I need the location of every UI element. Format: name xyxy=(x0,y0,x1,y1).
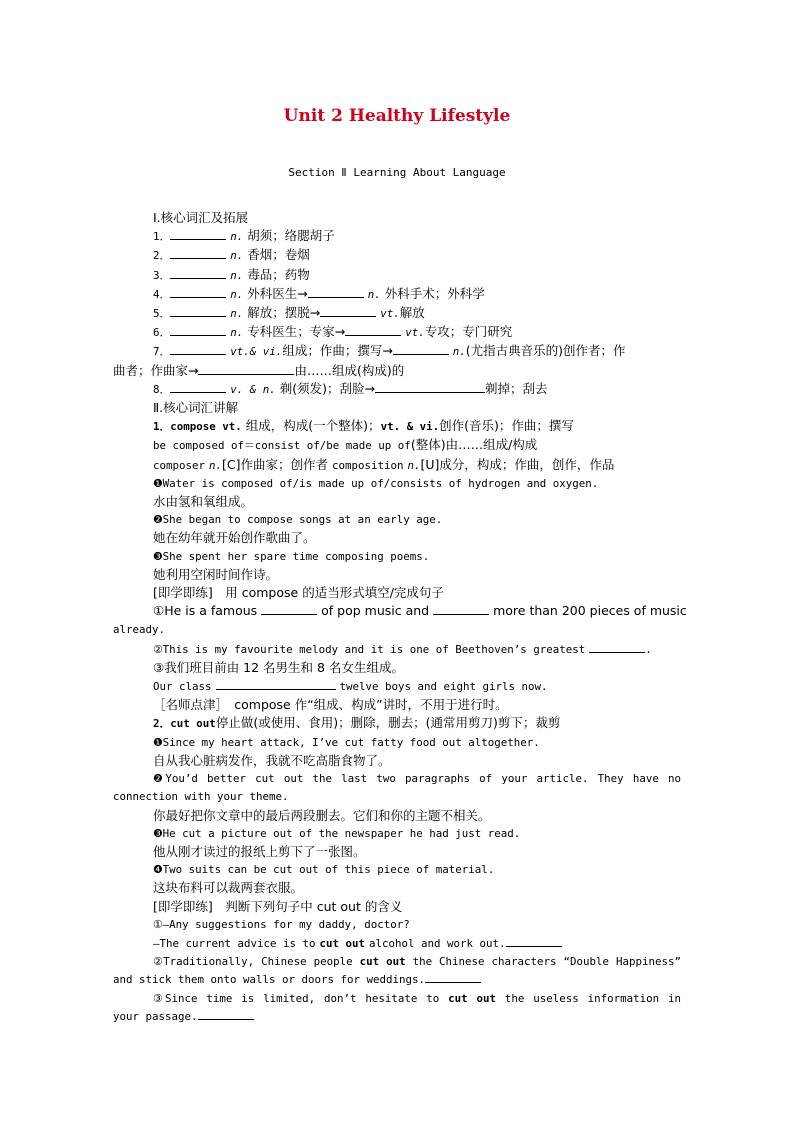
practice-1-question-3: ③我们班目前由 12 名男生和 8 名女生组成。 xyxy=(153,659,404,675)
answer-blank[interactable] xyxy=(170,247,226,259)
example-sentence: ❶Water is composed of/is made up of/consists of hydrogen and oxygen. xyxy=(153,476,599,490)
example-translation: 这块布料可以裁两套衣服。 xyxy=(153,880,304,896)
example-sentence: ❶Since my heart attack, I’ve cut fatty food out altogether. xyxy=(153,735,540,749)
point-1-heading: 1．compose vt. 组成，构成(一个整体)；vt. & vi.创作(音乐)；作曲；撰写 xyxy=(153,418,574,434)
practice-1-question-1: ①He is a famous of pop music and more than 200 pieces of music xyxy=(153,603,687,619)
answer-blank[interactable] xyxy=(198,363,294,375)
answer-blank[interactable] xyxy=(261,603,317,615)
answer-blank[interactable] xyxy=(198,1008,254,1020)
heading-core-vocab: Ⅰ.核心词汇及拓展 xyxy=(153,210,249,225)
answer-blank[interactable] xyxy=(170,228,226,240)
answer-blank[interactable] xyxy=(170,286,226,298)
answer-blank[interactable] xyxy=(433,603,489,615)
answer-blank[interactable] xyxy=(393,343,449,355)
answer-blank[interactable] xyxy=(170,324,226,336)
vocab-item-1: 1． n. 胡须；络腮胡子 xyxy=(153,228,335,244)
answer-blank[interactable] xyxy=(170,267,226,279)
vocab-item-7-continued: 曲者；作曲家→ 由……组成(构成)的 xyxy=(113,362,405,378)
answer-blank[interactable] xyxy=(345,324,401,336)
point-2-heading: 2．cut out停止做(或使用、食用)；删除，删去；(通常用剪刀)剪下；裁剪 xyxy=(153,715,561,731)
point-1-phrase: be composed of＝consist of/be made up of(整体)由……组成/构成 xyxy=(153,437,538,453)
practice-2-question-1-reply: —The current advice is to cut out alcohol and work out. xyxy=(113,934,681,953)
example-translation: 她利用空闲时间作诗。 xyxy=(153,566,279,582)
example-sentence: ❸He cut a picture out of the newspaper he had just read. xyxy=(153,826,521,840)
example-sentence: ❷You’d better cut out the last two paragraphs of your article. They have no connection with your theme. xyxy=(113,772,681,804)
answer-blank[interactable] xyxy=(308,286,364,298)
answer-blank[interactable] xyxy=(589,641,645,653)
teacher-tip: ［名师点津］ compose 作“组成、构成”讲时，不用于进行时。 xyxy=(153,697,508,713)
heading-vocab-explanation: Ⅱ.核心词汇讲解 xyxy=(153,400,239,416)
example-sentence: ❷She began to compose songs at an early age. xyxy=(153,513,443,527)
practice-1-question-2: ②This is my favourite melody and it is one of Beethoven’s greatest . xyxy=(153,642,652,656)
vocab-item-3: 3． n. 毒品；药物 xyxy=(153,266,310,282)
vocab-item-5: 5． n. 解放；摆脱→ vt.解放 xyxy=(153,305,425,321)
vocab-item-4: 4． n. 外科医生→ n. 外科手术；外科学 xyxy=(153,285,485,301)
practice-2-question-3: ③Since time is limited, don’t hesitate to cut out the useless information in your passage. xyxy=(113,991,681,1023)
vocab-item-6: 6． n. 专科医生；专家→ vt.专攻；专门研究 xyxy=(153,324,513,340)
answer-blank[interactable] xyxy=(375,381,485,393)
answer-blank[interactable] xyxy=(216,678,336,690)
practice-2-question-1: ①—Any suggestions for my daddy, doctor? xyxy=(153,917,410,931)
answer-blank[interactable] xyxy=(170,381,226,393)
answer-blank[interactable] xyxy=(320,305,376,317)
practice-2-question-2: ②Traditionally, Chinese people cut out the Chinese characters “Double Happiness” and stick them onto walls or doors for weddings. xyxy=(113,955,681,987)
vocab-item-7: 7． vt.& vi.组成；作曲；撰写→ n.(尤指古典音乐的)创作者；作 xyxy=(153,343,626,359)
practice-1-heading: [即学即练] 用 compose 的适当形式填空/完成句子 xyxy=(153,585,444,601)
point-1-derivatives: composer n.[C]作曲家；创作者 composition n.[U]成分，构成；作曲，创作，作品 xyxy=(153,456,615,472)
document-body xyxy=(113,209,687,1026)
example-translation: 他从刚才读过的报纸上剪下了一张图。 xyxy=(153,843,366,859)
example-sentence: ❸She spent her spare time composing poems. xyxy=(153,549,430,563)
section-title: Section Ⅱ Learning About Language xyxy=(288,166,506,179)
practice-1-question-1-continued: already. xyxy=(113,623,166,637)
example-translation: 你最好把你文章中的最后两段删去。它们和你的主题不相关。 xyxy=(153,807,491,823)
page-title: Unit 2 Healthy Lifestyle xyxy=(283,106,511,126)
answer-blank[interactable] xyxy=(170,343,226,355)
practice-2-heading: [即学即练] 判断下列句子中 cut out 的含义 xyxy=(153,898,403,914)
vocab-item-8: 8． v. & n. 剃(须发)；刮脸→ 剃掉；刮去 xyxy=(153,380,548,396)
practice-1-question-3-answer: Our class twelve boys and eight girls now. xyxy=(153,680,548,694)
example-translation: 她在幼年就开始创作歌曲了。 xyxy=(153,530,316,546)
vocab-item-2: 2． n. 香烟；卷烟 xyxy=(153,247,310,263)
answer-blank[interactable] xyxy=(425,971,481,983)
example-translation: 水由氢和氧组成。 xyxy=(153,494,254,510)
example-sentence: ❹Two suits can be cut out of this piece of material. xyxy=(153,863,495,877)
answer-blank[interactable] xyxy=(506,935,562,947)
example-translation: 自从我心脏病发作，我就不吃高脂食物了。 xyxy=(153,752,391,768)
answer-blank[interactable] xyxy=(170,305,226,317)
